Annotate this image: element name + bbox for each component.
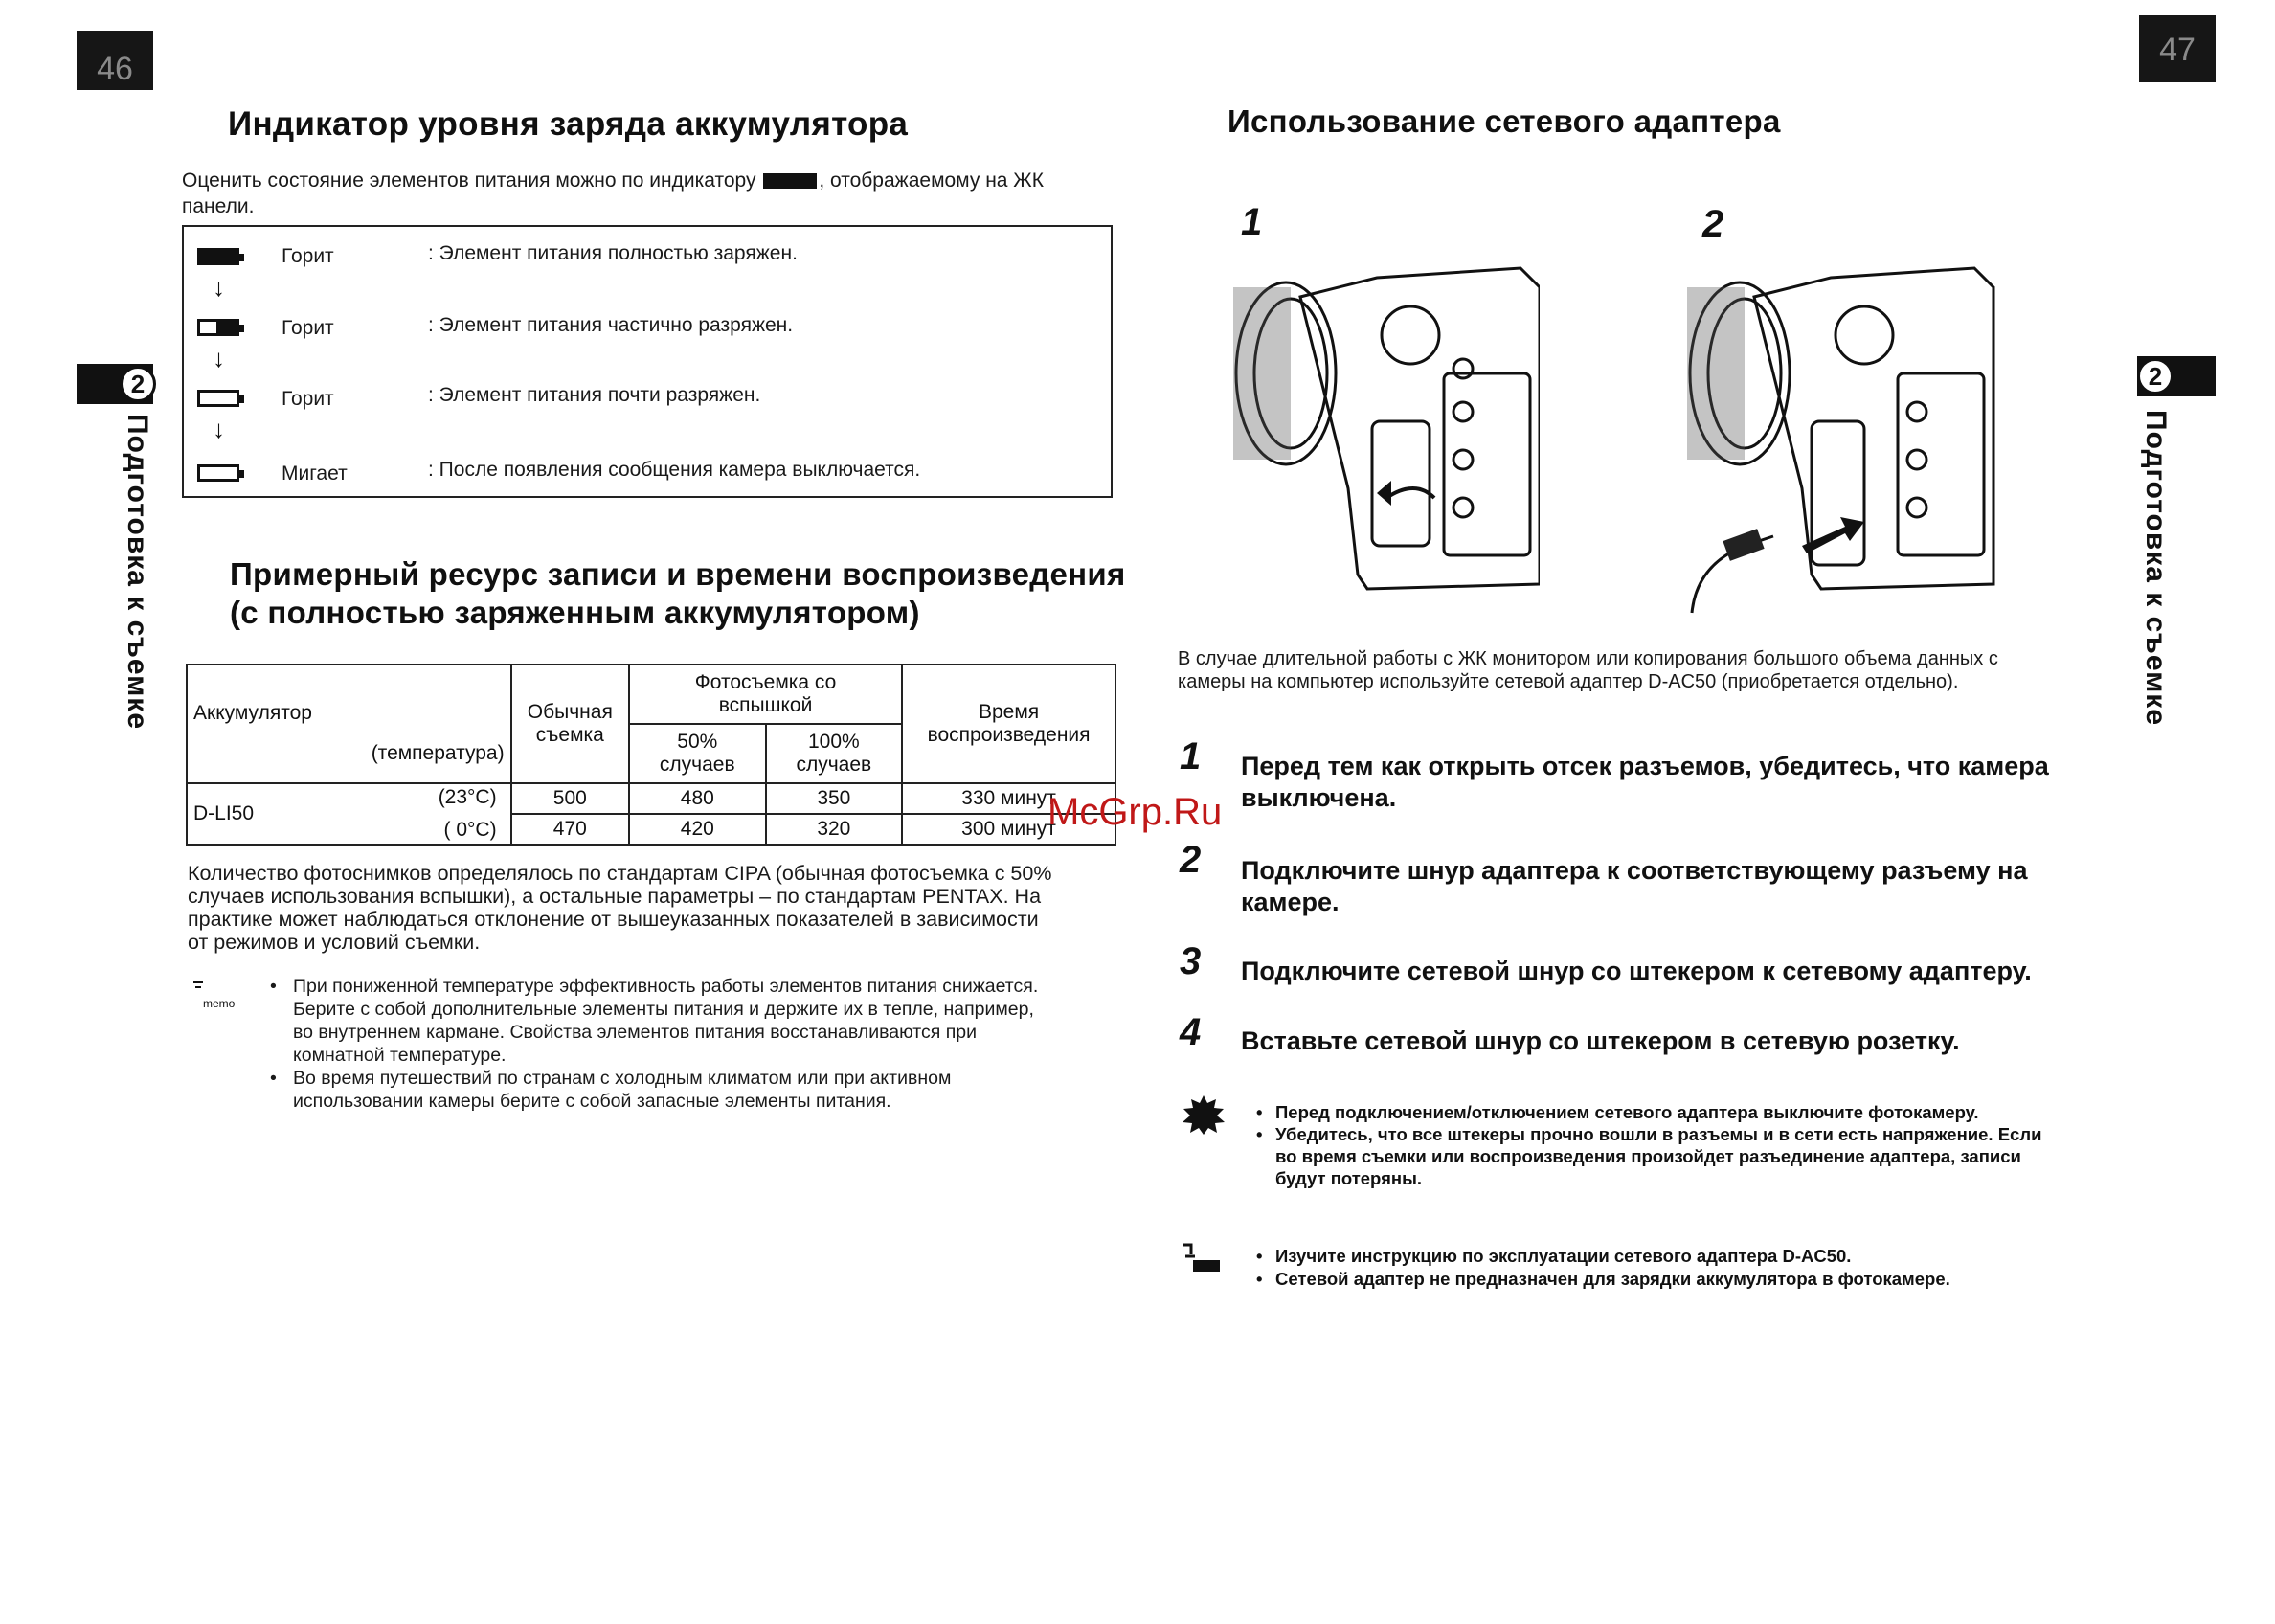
bullet-char: •	[1256, 1269, 1263, 1289]
chapter-title-right: Подготовка к съемке	[2140, 410, 2172, 727]
step-number: 3	[1180, 940, 1202, 982]
battery-indicator-table	[182, 225, 1113, 498]
battery-state-desc: : После появления сообщения камера выключается.	[428, 459, 921, 481]
memo-bullet: • Во время путешествий по странам с холодным климатом или при активном использовании камеры берите с собой запасные элементы питания.	[270, 1067, 1132, 1113]
note-line: случаев использования вспышки), а остальные параметры – по стандартам PENTAX. На	[188, 885, 1042, 908]
caution-icon	[1180, 1094, 1228, 1136]
battery-indicator-icon	[763, 173, 817, 189]
memo-line: Сетевой адаптер не предназначен для зарядки аккумулятора в фотокамере.	[1275, 1269, 1950, 1289]
battery-intro-line2: панели.	[182, 195, 255, 217]
note-line: Количество фотоснимков определялось по стандартам CIPA (обычная фотосъемка с 50%	[188, 862, 1052, 885]
header-100-line2: случаев	[796, 754, 872, 776]
header-50-line1: 50%	[677, 731, 718, 753]
step-line: выключена.	[1241, 783, 1397, 812]
header-playback-line1: Время	[978, 701, 1040, 723]
table-cell: 350	[766, 783, 903, 814]
figure-label-1: 1	[1241, 201, 1263, 243]
bullet-char: •	[1256, 1246, 1263, 1266]
battery-section-title: Индикатор уровня заряда аккумулятора	[228, 105, 909, 143]
header-normal-line2: съемка	[535, 724, 604, 746]
caution-list	[1256, 1101, 2137, 1189]
right-page-number: 47	[2139, 15, 2216, 82]
memo-left-list	[270, 975, 1132, 1113]
header-playback-line2: воспроизведения	[927, 724, 1091, 746]
step-number: 4	[1180, 1011, 1202, 1053]
capacity-note	[188, 862, 1136, 954]
battery-state: Горит	[282, 245, 334, 267]
header-50-line2: случаев	[659, 754, 735, 776]
step-text	[1241, 751, 2141, 814]
caution-line: будут потеряны.	[1275, 1168, 1423, 1188]
header-flash	[629, 665, 902, 724]
chapter-number-right: 2	[2137, 358, 2174, 395]
battery-empty-icon	[197, 390, 239, 412]
header-playback	[902, 665, 1115, 783]
caution-bullet	[1256, 1101, 2137, 1123]
bullet-char: •	[1256, 1124, 1263, 1144]
note-line: от режимов и условий съемки.	[188, 931, 481, 954]
step-text	[1241, 1026, 2141, 1057]
caution-bullet	[1256, 1123, 2137, 1189]
step-line: Подключите шнур адаптера к соответствующему разъему на	[1241, 856, 2028, 885]
header-flash-line2: вспышкой	[718, 694, 813, 716]
step-line: камере.	[1241, 888, 1340, 916]
header-flash-50	[629, 724, 766, 783]
temperature-value: (23°C)	[438, 786, 497, 808]
chapter-number-left: 2	[120, 366, 156, 402]
step-text	[1241, 855, 2141, 918]
capacity-title-line2: (с полностью заряженным аккумулятором)	[230, 595, 920, 630]
memo-icon-right	[1180, 1241, 1228, 1279]
figure-label-2: 2	[1702, 203, 1724, 245]
temperature-value: ( 0°C)	[443, 819, 497, 841]
caution-line: Перед подключением/отключением сетевого адаптера выключите фотокамеру.	[1275, 1102, 1979, 1122]
table-cell: 330 минут	[902, 783, 1115, 814]
memo-line: во внутреннем кармане. Свойства элементов питания восстанавливаются при	[293, 1022, 978, 1043]
watermark: McGrp.Ru	[1047, 791, 1223, 833]
step-number: 1	[1180, 735, 1202, 778]
header-normal	[511, 665, 629, 783]
battery-name: D-LI50	[193, 802, 255, 824]
header-normal-line1: Обычная	[527, 701, 613, 723]
memo-icon	[188, 979, 241, 1017]
intro-line: камеры на компьютер используйте сетевой адаптер D-AC50 (приобретается отдельно).	[1178, 671, 1959, 692]
step-text	[1241, 956, 2141, 987]
arrow-down-icon: ↓	[213, 415, 225, 443]
bullet-char: •	[1256, 1102, 1263, 1122]
table-cell: 300 минут	[902, 814, 1115, 845]
step-number: 2	[1180, 839, 1202, 881]
battery-intro	[182, 168, 1120, 219]
table-cell: 470	[511, 814, 629, 845]
battery-half-icon	[197, 319, 239, 341]
header-flash-100	[766, 724, 903, 783]
memo-line: использовании камеры берите с собой запасные элементы питания.	[293, 1091, 891, 1112]
step-line: Подключите сетевой шнур со штекером к сетевому адаптеру.	[1241, 957, 2032, 985]
step-line: Вставьте сетевой шнур со штекером в сетевую розетку.	[1241, 1026, 1960, 1055]
caution-line: Убедитесь, что все штекеры прочно вошли в разъемы и в сети есть напряжение. Если	[1275, 1124, 2042, 1144]
memo-bullet	[1256, 1268, 2137, 1291]
memo-bullet: • При пониженной температуре эффективность работы элементов питания снижается. Берите с собой дополнительные элементы питания и держите их в тепле, например, во внутреннем кармане. Свойства элементов питания восстанавливаются при комнатной температуре.	[270, 975, 1132, 1067]
battery-state-desc: : Элемент питания частично разряжен.	[428, 314, 794, 336]
intro-line: В случае длительной работы с ЖК монитором или копирования большого объема данных с	[1178, 648, 1998, 669]
battery-state: Горит	[282, 317, 334, 339]
header-flash-line1: Фотосъемка со	[694, 671, 837, 693]
battery-full-icon	[197, 248, 239, 270]
left-page-number: 46	[77, 31, 153, 90]
capacity-table	[186, 664, 1116, 846]
arrow-down-icon: ↓	[213, 344, 225, 372]
battery-state-desc: : Элемент питания полностью заряжен.	[428, 242, 798, 264]
battery-state: Мигает	[282, 462, 348, 485]
memo-line: Берите с собой дополнительные элементы питания и держите их в тепле, например,	[293, 999, 1034, 1020]
capacity-section-title	[230, 555, 1126, 632]
memo-right-list	[1256, 1245, 2137, 1291]
caution-line: во время съемки или воспроизведения произойдет разъединение адаптера, записи	[1275, 1146, 2021, 1166]
chapter-title-left: Подготовка к съемке	[122, 414, 153, 731]
header-battery-label: Аккумулятор	[193, 702, 312, 724]
adapter-section-title: Использование сетевого адаптера	[1228, 103, 1781, 139]
battery-empty-blinking-icon	[197, 464, 239, 486]
battery-cell	[187, 783, 511, 845]
camera-illustration-2	[1687, 259, 2003, 622]
battery-state: Горит	[282, 388, 334, 410]
table-cell: 480	[629, 783, 766, 814]
memo-line: При пониженной температуре эффективность работы элементов питания снижается.	[293, 976, 1039, 997]
memo-label: memo	[203, 997, 236, 1010]
note-line: практике может наблюдаться отклонение от вышеуказанных показателей в зависимости	[188, 908, 1039, 931]
capacity-title-line1: Примерный ресурс записи и времени воспроизведения	[230, 556, 1126, 592]
camera-illustration-1	[1233, 259, 1540, 603]
battery-intro-part1: Оценить состояние элементов питания можно по индикатору	[182, 169, 756, 192]
header-battery	[187, 665, 511, 783]
table-cell: 500	[511, 783, 629, 814]
table-cell: 320	[766, 814, 903, 845]
battery-state-desc: : Элемент питания почти разряжен.	[428, 384, 761, 406]
header-temperature-label: (температура)	[371, 742, 505, 764]
memo-line: комнатной температуре.	[293, 1045, 507, 1066]
memo-bullet	[1256, 1245, 2137, 1268]
step-line: Перед тем как открыть отсек разъемов, убедитесь, что камера	[1241, 752, 2049, 780]
table-cell: 420	[629, 814, 766, 845]
battery-intro-part2: , отображаемому на ЖК	[819, 169, 1044, 192]
arrow-down-icon: ↓	[213, 273, 225, 302]
header-100-line1: 100%	[807, 731, 860, 753]
adapter-intro	[1178, 647, 2135, 693]
memo-line: Изучите инструкцию по эксплуатации сетевого адаптера D-AC50.	[1275, 1246, 1852, 1266]
memo-line: Во время путешествий по странам с холодным климатом или при активном	[293, 1068, 952, 1089]
